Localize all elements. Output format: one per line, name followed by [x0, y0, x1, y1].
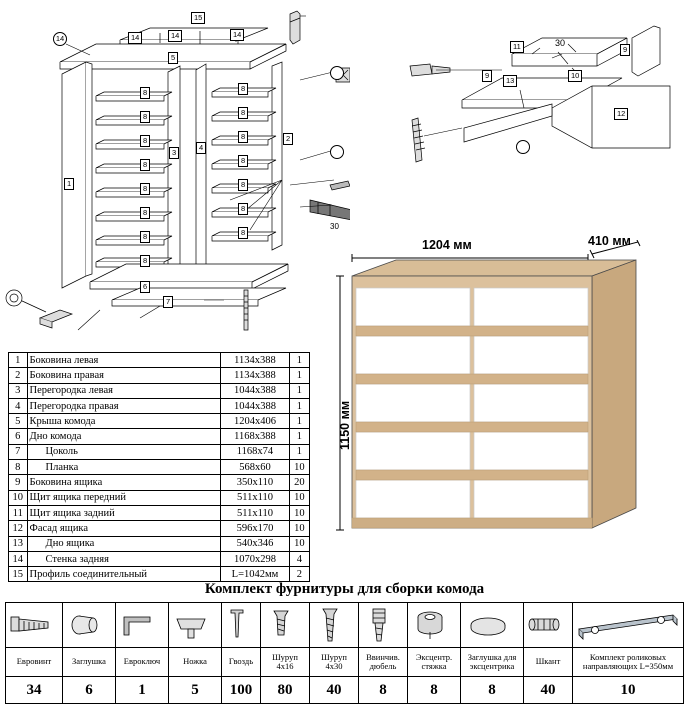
hardware-name: Евровинт — [16, 656, 52, 667]
part-name: Боковина правая — [27, 368, 221, 383]
part-dimension: L=1042мм — [221, 567, 289, 582]
drawer-detail-diagram — [392, 8, 682, 168]
hardware-name: Эксцентр. — [415, 651, 453, 662]
hardware-count: 5 — [169, 677, 222, 704]
part-quantity: 10 — [289, 490, 309, 505]
callout-14-a: 14 — [128, 32, 142, 44]
hardware-icon-cell — [169, 603, 222, 648]
part-quantity: 1 — [289, 398, 309, 413]
table-row — [9, 353, 310, 368]
part-quantity: 10 — [289, 521, 309, 536]
part-number: 11 — [9, 505, 28, 520]
part-number: 8 — [9, 460, 28, 475]
part-name: Перегородка левая — [27, 383, 221, 398]
hardware-subname: 4х16 — [276, 661, 294, 671]
part-name: Дно комода — [27, 429, 221, 444]
callout-14-b: 14 — [168, 30, 182, 42]
hardware-subname: дюбель — [369, 661, 397, 671]
callout-30-exploded: 30 — [330, 222, 339, 231]
callout-8-l6: 8 — [140, 207, 150, 219]
hardware-name: Шкант — [535, 656, 561, 667]
hardware-icon-cell — [63, 603, 116, 648]
hardware-count: 6 — [63, 677, 116, 704]
part-dimension: 1168х388 — [221, 429, 289, 444]
part-dimension: 1134х388 — [221, 353, 289, 368]
hardware-name: Шуруп — [321, 651, 347, 662]
hardware-icon-cell — [573, 603, 684, 648]
part-number: 13 — [9, 536, 28, 551]
callout-15: 15 — [191, 12, 205, 24]
part-dimension: 540х346 — [221, 536, 289, 551]
part-quantity: 20 — [289, 475, 309, 490]
callout-detail-a — [330, 66, 344, 80]
hardware-name-cell — [461, 648, 524, 677]
drawer-callout-30: 30 — [555, 38, 566, 48]
table-row — [9, 536, 310, 551]
callout-8-l4: 8 — [140, 159, 150, 171]
part-quantity: 2 — [289, 567, 309, 582]
callout-2: 2 — [283, 133, 293, 145]
part-dimension: 1070х298 — [221, 551, 289, 566]
hardware-name: Гвоздь — [228, 656, 254, 667]
part-name: Крыша комода — [27, 414, 221, 429]
part-number: 5 — [9, 414, 28, 429]
callout-8-r2: 8 — [238, 107, 248, 119]
hardware-icon-cell — [524, 603, 573, 648]
euro-screw-icon — [6, 605, 54, 645]
part-dimension: 596х170 — [221, 521, 289, 536]
hardware-name-row — [6, 648, 684, 677]
hardware-name-cell — [222, 648, 261, 677]
callout-8-r5: 8 — [238, 179, 248, 191]
table-row — [9, 414, 310, 429]
table-row — [9, 383, 310, 398]
callout-8-l8: 8 — [140, 255, 150, 267]
hardware-icon-row — [6, 603, 684, 648]
screw-4x30-icon — [310, 605, 350, 645]
callout-8-l7: 8 — [140, 231, 150, 243]
part-number: 9 — [9, 475, 28, 490]
hardware-count: 40 — [524, 677, 573, 704]
part-quantity: 1 — [289, 353, 309, 368]
hardware-name-cell — [63, 648, 116, 677]
callout-8-l2: 8 — [140, 111, 150, 123]
depth-dimension-label: 410 мм — [588, 234, 631, 248]
part-dimension: 1044х388 — [221, 398, 289, 413]
hardware-subname: эксцентрика — [469, 661, 515, 671]
callout-8-l1: 8 — [140, 87, 150, 99]
product-render-view — [330, 234, 680, 570]
part-quantity: 10 — [289, 505, 309, 520]
part-name: Дно ящика — [27, 536, 221, 551]
exploded-cabinet-diagram — [0, 0, 350, 345]
part-name: Фасад ящика — [27, 521, 221, 536]
part-number: 15 — [9, 567, 28, 582]
hardware-name-cell — [261, 648, 310, 677]
hardware-icon-cell — [461, 603, 524, 648]
table-row — [9, 398, 310, 413]
callout-1: 1 — [64, 178, 74, 190]
hardware-name: Заглушка — [72, 656, 106, 667]
drawer-callout-detail — [516, 140, 530, 154]
table-row — [9, 475, 310, 490]
hardware-count-row — [6, 677, 684, 704]
parts-list-table — [8, 352, 310, 582]
hardware-count: 40 — [310, 677, 359, 704]
hardware-count: 34 — [6, 677, 63, 704]
hardware-name: Евроключ — [123, 656, 161, 667]
callout-8-r1: 8 — [238, 83, 248, 95]
table-row — [9, 521, 310, 536]
hardware-name-cell — [359, 648, 408, 677]
hardware-subname: направляющих L=350мм — [582, 661, 674, 671]
allen-key-icon — [116, 605, 160, 645]
hardware-icon-cell — [310, 603, 359, 648]
hardware-name-cell — [524, 648, 573, 677]
hardware-name-cell — [116, 648, 169, 677]
callout-3: 3 — [169, 147, 179, 159]
cam-lock-icon — [408, 605, 452, 645]
hardware-name-cell — [573, 648, 684, 677]
width-dimension-label: 1204 мм — [422, 238, 472, 252]
hardware-name: Шуруп — [272, 651, 298, 662]
furniture-foot-icon — [169, 605, 213, 645]
part-name: Боковина левая — [27, 353, 221, 368]
callout-7: 7 — [163, 296, 173, 308]
drawer-callout-12: 12 — [614, 108, 628, 120]
hardware-name: Заглушка для — [467, 651, 517, 662]
part-dimension: 1168х74 — [221, 444, 289, 459]
part-name: Боковина ящика — [27, 475, 221, 490]
part-quantity: 1 — [289, 414, 309, 429]
hardware-count: 10 — [573, 677, 684, 704]
hardware-section-title: Комплект фурнитуры для сборки комода — [204, 581, 485, 597]
height-dimension-label: 1150 мм — [338, 400, 352, 450]
drawer-detail-drawing — [392, 8, 682, 168]
table-row — [9, 505, 310, 520]
hardware-icon-cell — [261, 603, 310, 648]
hardware-icon-cell — [6, 603, 63, 648]
hardware-kit-table — [5, 602, 684, 704]
drawer-callout-13: 13 — [503, 75, 517, 87]
drawer-callout-9-bottom: 9 — [482, 70, 492, 82]
part-number: 3 — [9, 383, 28, 398]
hardware-count: 8 — [408, 677, 461, 704]
part-dimension: 1044х388 — [221, 383, 289, 398]
part-name: Профиль соединительный — [27, 567, 221, 582]
part-quantity: 1 — [289, 383, 309, 398]
part-name: Стенка задняя — [27, 551, 221, 566]
wooden-dowel-icon — [524, 605, 564, 645]
callout-14-c: 14 — [230, 29, 244, 41]
drawer-slide-icon — [573, 605, 683, 645]
table-row — [9, 490, 310, 505]
hardware-subname: стяжка — [421, 661, 447, 671]
callout-5: 5 — [168, 52, 178, 64]
cam-cover-cap-icon — [461, 605, 515, 645]
hardware-name: Ножка — [183, 656, 207, 667]
part-quantity: 1 — [289, 444, 309, 459]
part-number: 4 — [9, 398, 28, 413]
callout-4: 4 — [196, 142, 206, 154]
hardware-subname: 4х30 — [325, 661, 343, 671]
part-quantity: 4 — [289, 551, 309, 566]
table-row — [9, 551, 310, 566]
drawer-callout-10: 10 — [568, 70, 582, 82]
hardware-icon-cell — [116, 603, 169, 648]
part-number: 1 — [9, 353, 28, 368]
hardware-icon-cell — [222, 603, 261, 648]
part-dimension: 1134х388 — [221, 368, 289, 383]
callout-8-r3: 8 — [238, 131, 248, 143]
callout-detail-b — [330, 145, 344, 159]
hardware-icon-cell — [359, 603, 408, 648]
part-number: 14 — [9, 551, 28, 566]
screw-in-dowel-icon — [359, 605, 399, 645]
part-number: 7 — [9, 444, 28, 459]
table-row — [9, 460, 310, 475]
hardware-name-cell — [310, 648, 359, 677]
part-name: Щит ящика передний — [27, 490, 221, 505]
hardware-name: Ввинчив. — [366, 651, 400, 662]
part-dimension: 511х110 — [221, 505, 289, 520]
drawer-callout-11: 11 — [510, 41, 524, 53]
hardware-count: 8 — [461, 677, 524, 704]
hardware-count: 1 — [116, 677, 169, 704]
part-dimension: 1204х406 — [221, 414, 289, 429]
hardware-icon-cell — [408, 603, 461, 648]
part-name: Щит ящика задний — [27, 505, 221, 520]
callout-8-l5: 8 — [140, 183, 150, 195]
callout-6: 6 — [140, 281, 150, 293]
callout-8-l3: 8 — [140, 135, 150, 147]
hardware-name-cell — [169, 648, 222, 677]
part-name: Планка — [27, 460, 221, 475]
part-quantity: 10 — [289, 536, 309, 551]
chest-render-drawing — [330, 240, 680, 570]
cap-cover-icon — [63, 605, 107, 645]
part-name: Перегородка правая — [27, 398, 221, 413]
hardware-name-cell — [6, 648, 63, 677]
callout-8-r7: 8 — [238, 227, 248, 239]
part-number: 2 — [9, 368, 28, 383]
part-quantity: 1 — [289, 368, 309, 383]
part-quantity: 1 — [289, 429, 309, 444]
hardware-name-cell — [408, 648, 461, 677]
table-row — [9, 368, 310, 383]
callout-8-r4: 8 — [238, 155, 248, 167]
part-number: 10 — [9, 490, 28, 505]
callout-14-left: 14 — [53, 32, 67, 46]
drawer-callout-9-top: 9 — [620, 44, 630, 56]
part-number: 12 — [9, 521, 28, 536]
hardware-name: Комплект роликовых — [589, 651, 667, 662]
screw-4x16-icon — [261, 605, 301, 645]
part-dimension: 511х110 — [221, 490, 289, 505]
nail-icon — [222, 605, 252, 645]
table-row — [9, 429, 310, 444]
part-name: Цоколь — [27, 444, 221, 459]
hardware-count: 80 — [261, 677, 310, 704]
hardware-count: 100 — [222, 677, 261, 704]
table-row — [9, 567, 310, 582]
part-dimension: 568х60 — [221, 460, 289, 475]
callout-8-r6: 8 — [238, 203, 248, 215]
part-quantity: 10 — [289, 460, 309, 475]
part-dimension: 350х110 — [221, 475, 289, 490]
hardware-count: 8 — [359, 677, 408, 704]
part-number: 6 — [9, 429, 28, 444]
table-row — [9, 444, 310, 459]
